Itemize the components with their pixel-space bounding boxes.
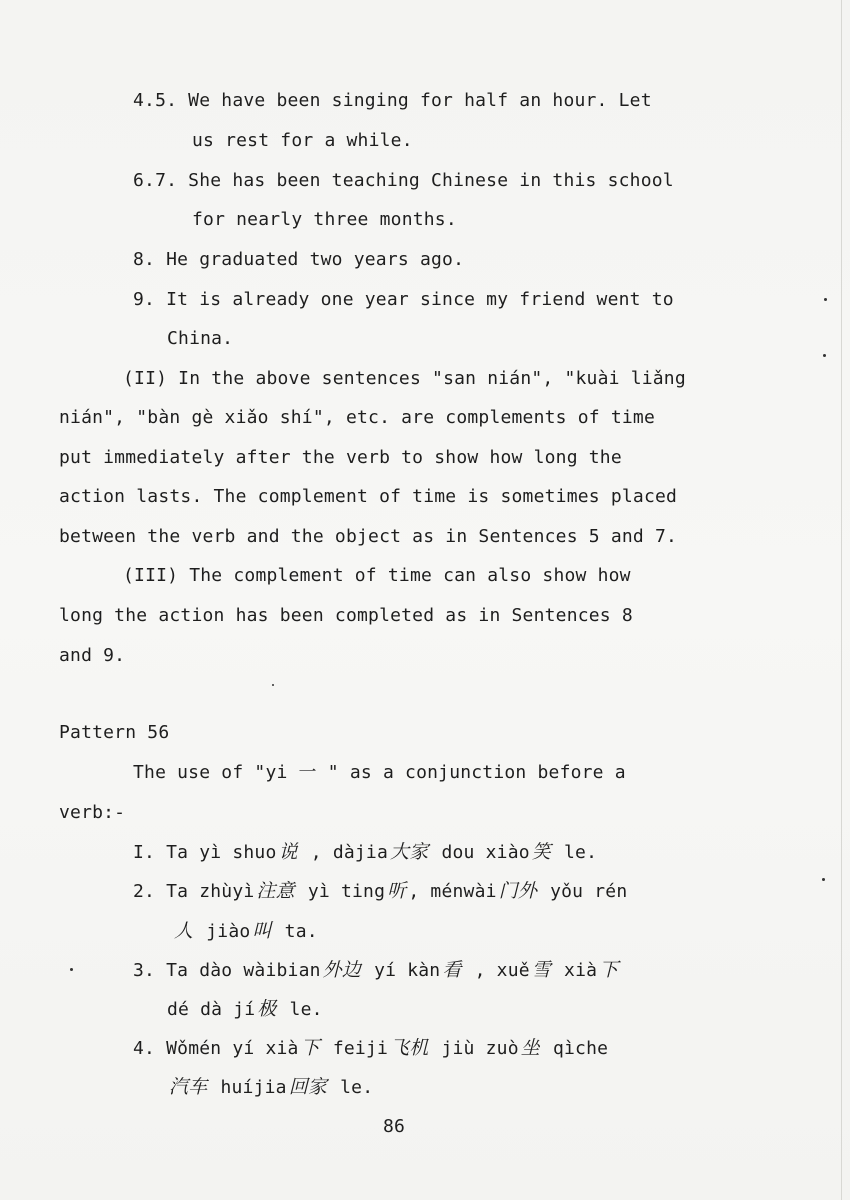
pinyin: dou xiào <box>441 842 530 863</box>
pattern-intro-2: verb:- <box>59 802 126 823</box>
scan-speck <box>272 684 274 686</box>
example-number: I. <box>133 842 156 863</box>
scan-speck <box>824 298 827 301</box>
pinyin: jiù zuò <box>441 1038 519 1059</box>
pinyin: feiji <box>332 1038 389 1059</box>
hanzi: 看 <box>442 959 462 981</box>
hanzi: 人 <box>174 920 194 942</box>
scan-speck <box>822 878 825 881</box>
pinyin: , dàjia <box>310 842 389 863</box>
pinyin: Ta yì shuo <box>166 842 277 863</box>
line-4: for nearly three months. <box>192 209 457 230</box>
hanzi: 下 <box>599 959 619 981</box>
line-12: between the verb and the object as in Sentences 5 and 7. <box>59 526 678 547</box>
line-15: and 9. <box>59 645 126 666</box>
pinyin: jiào <box>206 921 251 942</box>
example-3 <box>133 959 620 982</box>
pinyin: , xuě <box>474 960 530 981</box>
pinyin: yǒu rén <box>550 881 628 902</box>
line-11: action lasts. The complement of time is sometimes placed <box>59 486 678 507</box>
line-6: 9. It is already one year since my friend went to <box>133 289 674 310</box>
hanzi: 极 <box>257 998 277 1020</box>
page-edge <box>841 0 842 1200</box>
pattern-title: Pattern 56 <box>59 722 170 743</box>
hanzi: 雪 <box>531 959 551 981</box>
scan-speck <box>70 968 73 971</box>
pinyin: dé dà jí <box>167 999 256 1020</box>
example-3-cont <box>167 998 323 1021</box>
scan-speck <box>823 354 826 357</box>
line-13: (III) The complement of time can also show how <box>123 565 631 586</box>
line-10: put immediately after the verb to show how long the <box>59 447 622 468</box>
example-2-cont <box>172 920 318 943</box>
line-9: nián", "bàn gè xiǎo shí", etc. are complements of time <box>59 407 655 428</box>
example-4 <box>133 1037 608 1060</box>
hanzi: 注意 <box>256 880 295 902</box>
line-8: (II) In the above sentences "san nián", "kuài liǎng <box>123 368 686 389</box>
pinyin: Ta zhùyì <box>166 881 255 902</box>
pinyin: le. <box>340 1077 374 1098</box>
pinyin: ta. <box>284 921 318 942</box>
hanzi: 下 <box>300 1037 320 1059</box>
pinyin: qìche <box>552 1038 609 1059</box>
hanzi: 说 <box>278 841 298 863</box>
pinyin: Ta dào wàibian <box>166 960 321 981</box>
hanzi: 门外 <box>498 880 538 902</box>
pinyin: huíjia <box>220 1077 287 1098</box>
pattern-intro: The use of "yi 一 " as a conjunction before a <box>133 762 626 783</box>
pinyin: Wǒmén yí xià <box>166 1038 299 1059</box>
line-2: us rest for a while. <box>192 130 413 151</box>
pinyin: yì ting <box>307 881 386 902</box>
line-3: 6.7. She has been teaching Chinese in this school <box>133 170 674 191</box>
hanzi: 叫 <box>252 920 272 942</box>
line-14: long the action has been completed as in Sentences 8 <box>59 605 633 626</box>
hanzi: 外边 <box>322 959 362 981</box>
example-2 <box>133 880 627 903</box>
line-1: 4.5. We have been singing for half an hour. Let <box>133 90 652 111</box>
example-number: 3. <box>133 960 156 981</box>
hanzi: 飞机 <box>390 1037 429 1059</box>
example-number: 2. <box>133 881 156 902</box>
line-7: China. <box>167 328 234 349</box>
pinyin: yí kàn <box>374 960 441 981</box>
pinyin: , ménwài <box>408 881 497 902</box>
pinyin: le. <box>289 999 323 1020</box>
example-number: 4. <box>133 1038 156 1059</box>
hanzi: 坐 <box>520 1037 540 1059</box>
hanzi: 听 <box>387 880 407 902</box>
hanzi: 笑 <box>531 841 551 863</box>
hanzi: 汽车 <box>169 1076 208 1098</box>
example-4-cont <box>167 1076 373 1099</box>
line-5: 8. He graduated two years ago. <box>133 249 465 270</box>
pinyin: le. <box>564 842 598 863</box>
page-number: 86 <box>383 1116 406 1137</box>
hanzi: 大家 <box>390 841 429 863</box>
pinyin: xià <box>564 960 598 981</box>
example-1 <box>133 841 597 864</box>
hanzi: 回家 <box>288 1076 328 1098</box>
